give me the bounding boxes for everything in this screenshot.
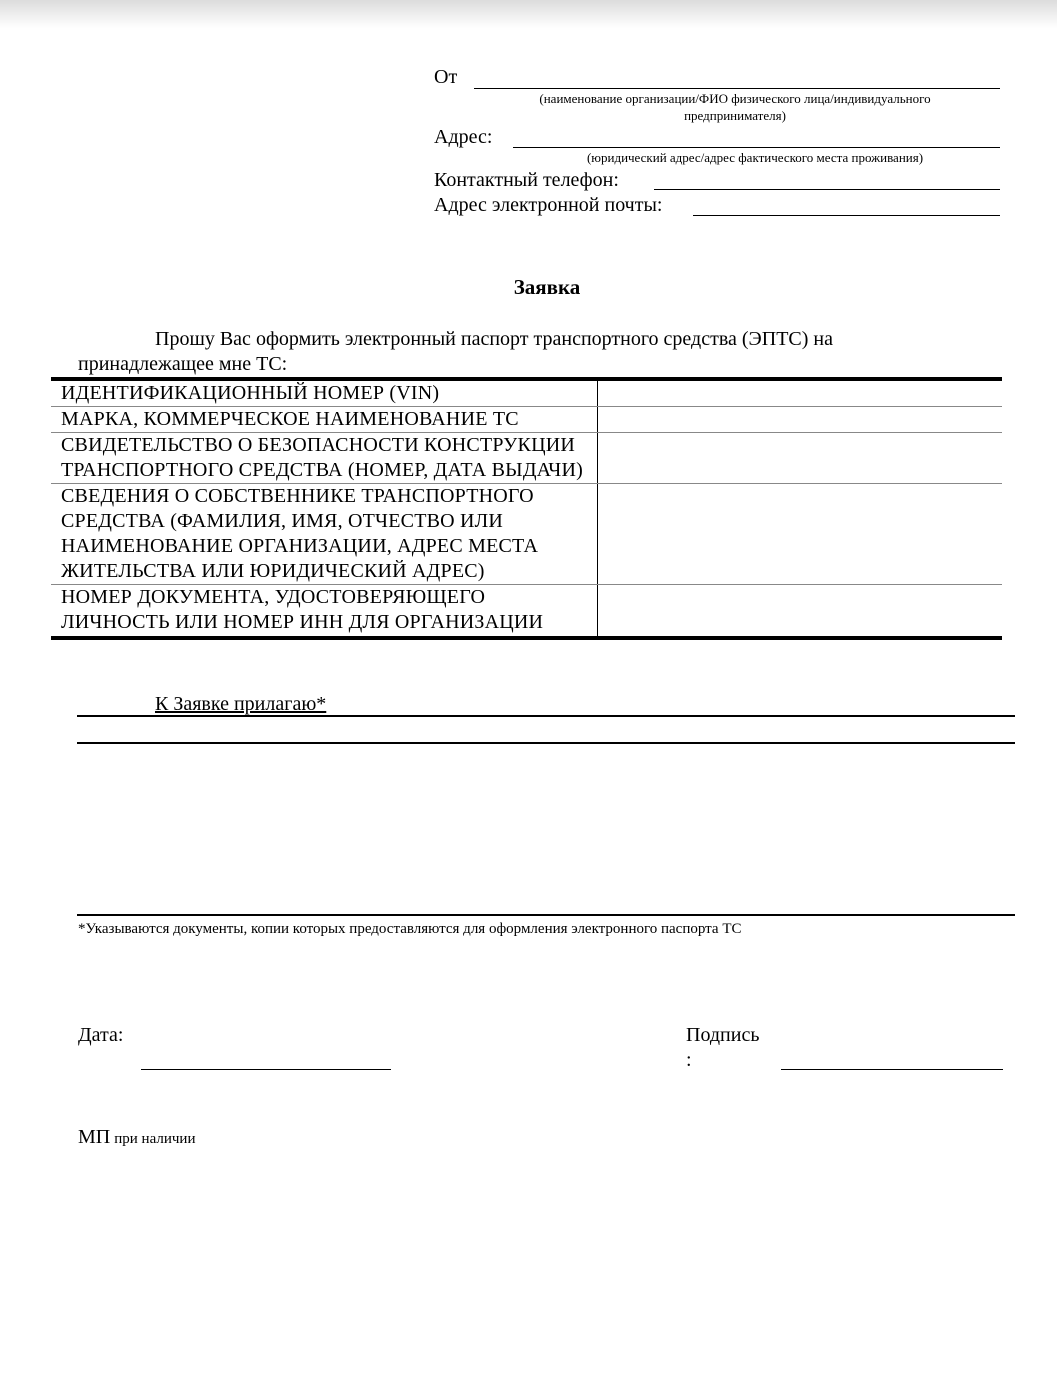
from-field[interactable] — [474, 88, 1000, 89]
date-label: Дата: — [78, 1024, 124, 1046]
table-row — [51, 484, 1002, 585]
from-label: От — [434, 66, 458, 88]
stamp-label: МП — [78, 1126, 111, 1148]
signature-label: Подпись — [686, 1024, 760, 1046]
signature-colon: : — [686, 1049, 692, 1071]
email-field[interactable] — [693, 215, 1000, 216]
signature-field[interactable] — [781, 1069, 1003, 1070]
phone-label: Контактный телефон: — [434, 169, 619, 191]
row-label: ИДЕНТИФИКАЦИОННЫЙ НОМЕР (VIN) — [51, 379, 598, 407]
stamp-block — [78, 1126, 195, 1149]
row-label: СВЕДЕНИЯ О СОБСТВЕННИКЕ ТРАНСПОРТНОГО СРЕДСТВА (ФАМИЛИЯ, ИМЯ, ОТЧЕСТВО ИЛИ НАИМЕНОВАНИЕ ОРГАНИЗАЦИИ, АДРЕС МЕСТА ЖИТЕЛЬСТВА ИЛИ ЮРИДИЧЕСКИЙ АДРЕС) — [51, 484, 598, 585]
stamp-note: при наличии — [114, 1131, 196, 1147]
email-label: Адрес электронной почты: — [434, 194, 663, 216]
attachments-label: К Заявке прилагаю* — [155, 693, 327, 715]
request-text: Прошу Вас оформить электронный паспорт транспортного средства (ЭПТС) на — [155, 328, 833, 350]
address-label: Адрес: — [434, 126, 493, 148]
row-label: НОМЕР ДОКУМЕНТА, УДОСТОВЕРЯЮЩЕГО ЛИЧНОСТЬ ИЛИ НОМЕР ИНН ДЛЯ ОРГАНИЗАЦИИ — [61, 586, 544, 633]
viewer-top-shadow — [0, 0, 1057, 28]
address-field[interactable] — [513, 147, 1000, 148]
phone-field[interactable] — [654, 189, 1000, 190]
table-row — [51, 407, 1002, 433]
footnote-separator — [77, 914, 1015, 916]
brand-value-cell[interactable] — [598, 407, 1003, 433]
vehicle-data-table — [51, 377, 1002, 640]
row-label: МАРКА, КОММЕРЧЕСКОЕ НАИМЕНОВАНИЕ ТС — [51, 407, 598, 433]
address-hint: (юридический адрес/адрес фактического места проживания) — [586, 150, 924, 165]
attachments-line-1[interactable] — [77, 715, 1015, 717]
row-label: СВИДЕТЕЛЬСТВО О БЕЗОПАСНОСТИ КОНСТРУКЦИИ ТРАНСПОРТНОГО СРЕДСТВА (НОМЕР, ДАТА ВЫДАЧИ) — [51, 433, 598, 484]
table-row — [51, 379, 1002, 407]
date-field[interactable] — [141, 1069, 391, 1070]
table-row — [51, 585, 1002, 639]
safety-certificate-value-cell[interactable] — [598, 433, 1003, 484]
vin-value-cell[interactable] — [598, 379, 1003, 407]
owner-info-value-cell[interactable] — [598, 484, 1003, 585]
id-document-value-cell[interactable] — [598, 585, 1003, 639]
attachments-line-2[interactable] — [77, 742, 1015, 744]
from-hint: (наименование организации/ФИО физического лица/индивидуального предпринимателя) — [539, 91, 931, 123]
table-row — [51, 433, 1002, 484]
footnote: *Указываются документы, копии которых предоставляются для оформления электронного паспорта ТС — [78, 921, 742, 937]
request-text-continued: принадлежащее мне ТС: — [78, 353, 288, 375]
document-title: Заявка — [513, 275, 581, 299]
